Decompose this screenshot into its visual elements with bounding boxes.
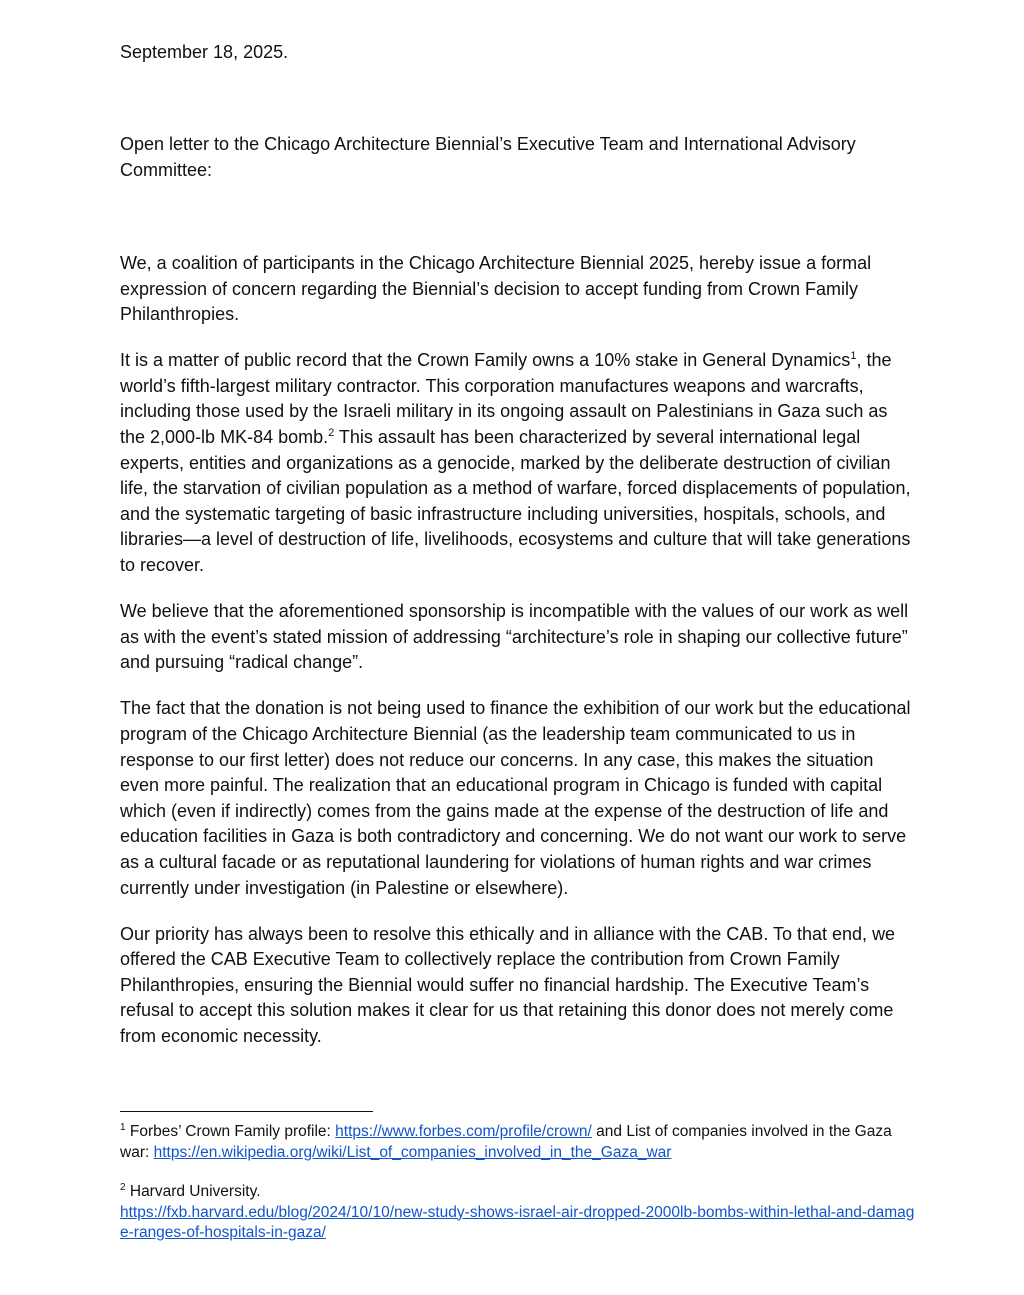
letter-body <box>120 251 916 1070</box>
footnote-ref-1[interactable]: 1 <box>850 350 857 363</box>
footnote-divider <box>120 1111 373 1112</box>
paragraph-text: This assault has been characterized by several international legal experts, entities and organizations as a genocide, marked by the deliberate destruction of civilian life, the starvation of civilian population as a method of warfare, forced displacements of population, and the systematic targeting of basic infrastructure including universities, hospitals, schools, and libraries—a level of destruction of life, livelihoods, ecosystems and culture that will take generations to recover. <box>120 427 911 576</box>
paragraph-educational-program: The fact that the donation is not being used to finance the exhibition of our work but the educational program of the Chicago Architecture Biennial (as the leadership team communicated to us in response to our first letter) does not reduce our concerns. In any case, this makes the situation even more painful. The realization that an educational program in Chicago is funded with capital which (even if indirectly) comes from the gains made at the expense of the destruction of life and education facilities in Gaza is both contradictory and concerning. We do not want our work to serve as a cultural facade or as reputational laundering for violations of human rights and war crimes currently under investigation (in Palestine or elsewhere). <box>120 698 911 898</box>
paragraph-sponsorship-incompatible: We believe that the aforementioned sponsorship is incompatible with the values of our work as well as with the event’s stated mission of addressing “architecture’s role in shaping our collective future” and pursuing “radical change”. <box>120 601 909 673</box>
paragraph-crown-family-stake <box>120 348 916 578</box>
footnote-text: Harvard University. <box>125 1183 261 1200</box>
letter-salutation: Open letter to the Chicago Architecture Biennial’s Executive Team and International Advisory Committee: <box>120 134 856 180</box>
paragraph-priority-resolution: Our priority has always been to resolve this ethically and in alliance with the CAB. To that end, we offered the CAB Executive Team to collectively replace the contribution from Crown Family Philanthropies, ensuring the Biennial would suffer no financial hardship. The Executive Team’s refusal to accept this solution makes it clear for us that retaining this donor does not merely come from economic necessity. <box>120 923 896 1047</box>
footnote-1 <box>120 1122 916 1163</box>
footnotes-section <box>120 1122 916 1263</box>
footnote-number: 2 <box>120 1182 126 1193</box>
footnote-text: Forbes’ Crown Family profile: <box>125 1123 336 1140</box>
forbes-profile-link[interactable]: https://www.forbes.com/profile/crown/ <box>335 1123 592 1140</box>
harvard-study-link[interactable]: https://fxb.harvard.edu/blog/2024/10/10/new-study-shows-israel-air-dropped-2000lb-bombs-within-lethal-and-damage-ranges-of-hospitals-in-gaza/ <box>120 1203 915 1241</box>
letter-date: September 18, 2025. <box>120 42 289 62</box>
footnote-2 <box>120 1182 916 1244</box>
wikipedia-gaza-war-companies-link[interactable]: https://en.wikipedia.org/wiki/List_of_companies_involved_in_the_Gaza_war <box>153 1143 672 1161</box>
footnote-text: and List of companies involved in the Gaza war: <box>120 1123 892 1161</box>
paragraph-text: , the world’s fifth-largest military contractor. This corporation manufactures weapons and warcrafts, including those used by the Israeli military in its ongoing assault on Palestinians in Gaza such as the 2,000-lb MK-84 bomb. <box>120 350 892 448</box>
paragraph-coalition-concern: We, a coalition of participants in the Chicago Architecture Biennial 2025, hereby issue a formal expression of concern regarding the Biennial’s decision to accept funding from Crown Family Philanthropies. <box>120 253 872 325</box>
paragraph-text: It is a matter of public record that the Crown Family owns a 10% stake in General Dynamics <box>120 350 851 371</box>
footnote-number: 1 <box>120 1122 126 1133</box>
footnote-ref-2[interactable]: 2 <box>328 427 335 440</box>
